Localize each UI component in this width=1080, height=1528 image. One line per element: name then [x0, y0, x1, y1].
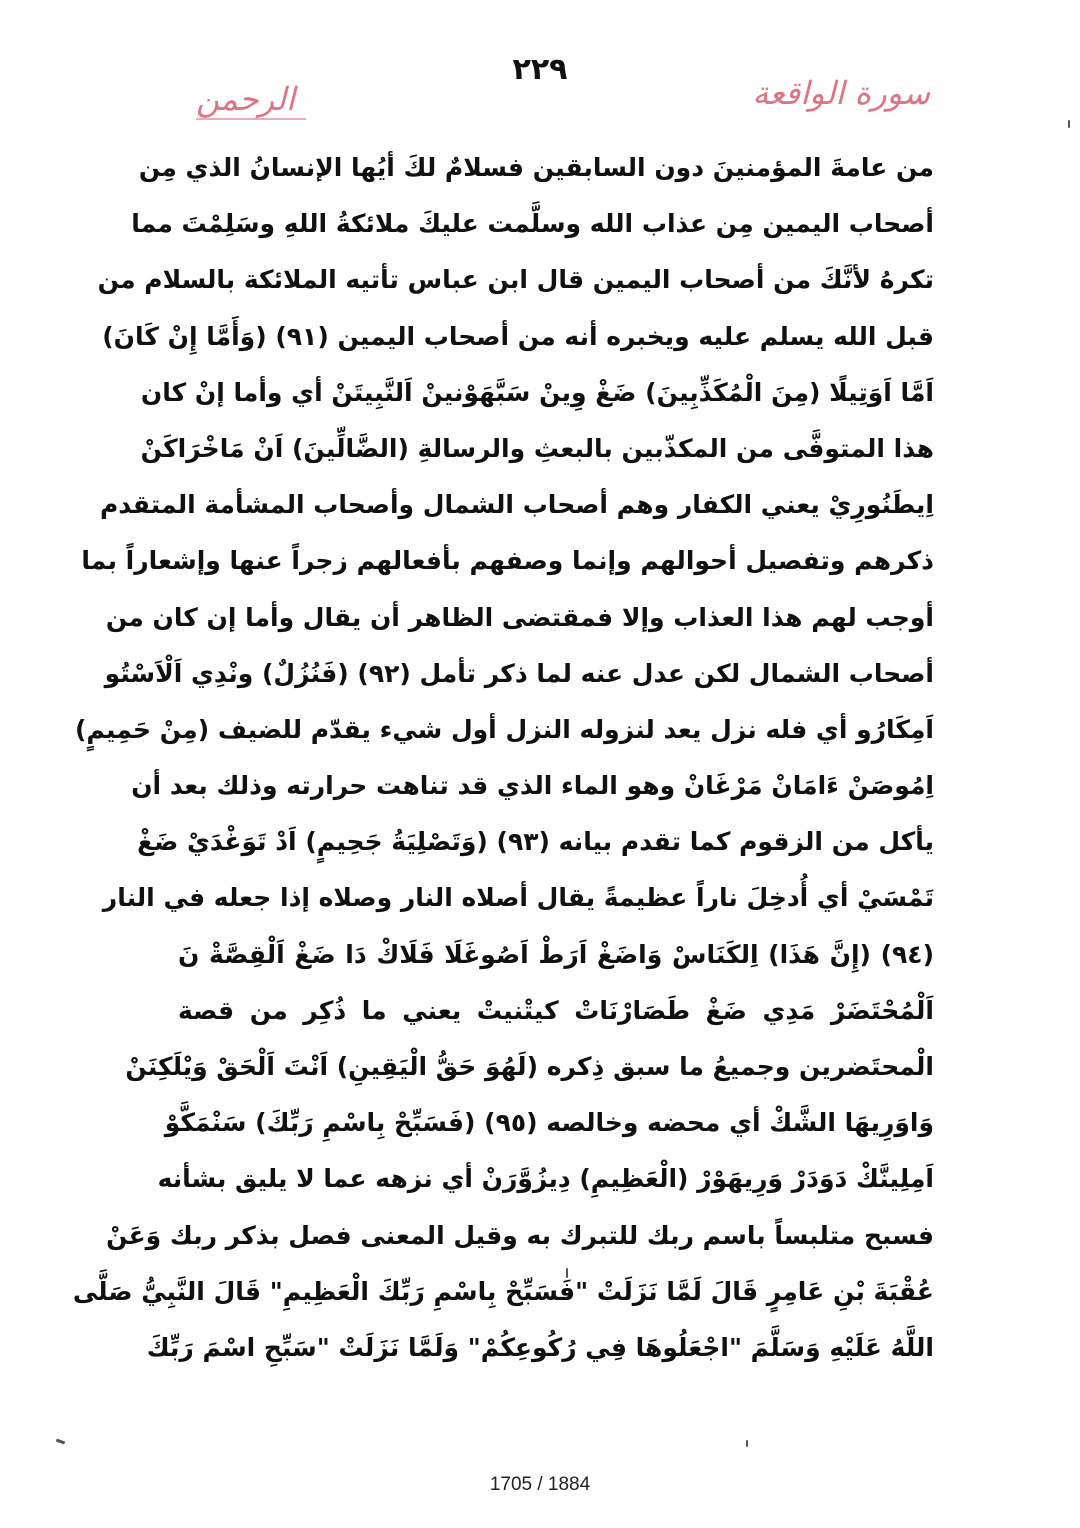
page-number: ٢٢٩ [512, 52, 568, 87]
text-line: هذا المتوفَّى من المكذّبين بالبعثِ والرسالةِ (الضَّالِّينَ) اَنْ مَاخْرَاكَنْ [140, 433, 934, 463]
text-line: اَمِكَارُو أي فله نزل يعد لنزوله النزل أول شيء يقدّم للضيف (مِنْ حَمِيمٍ) [75, 714, 934, 744]
text-line: اَمَّا اَوَتِيلًا (مِنَ الْمُكَذِّبِينَ) ضَغْ وِينْ سَبَّهَوْنينْ اَلنَّبِيتَنْ أي وأما إنْ كان [140, 377, 934, 407]
text-line: اللَّهُ عَلَيْهِ وَسَلَّمَ "اجْعَلُوهَا فِي رُكُوعِكُمْ" وَلَمَّا نَزَلَتْ "سَبِّحِ اسْمَ رَبِّكَ [146, 1332, 934, 1362]
text-line: من عامةَ المؤمنينَ دون السابقين فسلامٌ لكَ أيُها الإنسانُ الذي مِن [138, 153, 934, 182]
text-line: أوجب لهم هذا العذاب وإلا فمقتضى الظاهر أن يقال وأما إن كان من [105, 602, 934, 632]
text-line: اَلْمُحْتَضَرْ مَدِي ضَغْ طَصَارْنَاتْ كيتْنيتْ يعني ما ذُكِر من قصة [178, 995, 934, 1025]
handwritten-surah-note: سورة الواقعة [752, 74, 930, 112]
text-line: عُقْبَةَ بْنِ عَامِرٍ قَالَ لَمَّا نَزَلَتْ "فَسَبِّحْ بِاسْمِ رَبِّكَ الْعَظِيمِ" قَالَ النَّبِيُّ صَلَّى [72, 1276, 934, 1306]
text-line: يأكل من الزقوم كما تقدم بيانه (٩٣) (وَتَصْلِيَةُ جَحِيمٍ) اَدْ تَوَغْدَيْ ضَغْ [137, 827, 934, 857]
text-line: فسبح متلبساً باسم ربك للتبرك به وقيل المعنى فصل بذكر ربك وَعَنْ [106, 1220, 934, 1250]
text-line: تَمْسَيْ أي أُدخِلَ ناراً عظيمةً يقال أصلاه النار وصلاه إذا جعله في النار [102, 883, 934, 913]
text-line: (٩٤) (إِنَّ هَذَا) اِلكَنَاسْ وَاضَغْ اَرَطْ اَصُوغَلَا فَلَاكْ دَا ضَغْ اَلْقِصَّةْ نَ [178, 939, 934, 969]
page-counter: 1705 / 1884 [489, 1474, 591, 1495]
handwritten-underline [196, 118, 306, 120]
scan-speck [56, 1439, 65, 1445]
commentary-text [72, 140, 934, 1376]
text-line: الْمحتَضرين وجميعُ ما سبق ذِكره (لَهُوَ حَقُّ الْيَقِينِ) اَنْتَ اَلْحَقْ وَيْلَكِنَنْ [125, 1052, 934, 1081]
text-line: قبل الله يسلم عليه ويخبره أنه من أصحاب اليمين (٩١) (وَأَمَّا إِنْ كَانَ) [102, 321, 934, 351]
text-line: أصحاب الشمال لكن عدل عنه لما ذكر تأمل (٩٢) (فَنُزُلٌ) ونْدِي اَلْاَسْتُو [104, 658, 934, 688]
text-line: وَاوَرِيهَا الشَّكْ أي محضه وخالصه (٩٥) (فَسَبِّحْ بِاسْمِ رَبِّكَ) سَنْمَكَّوْ [164, 1108, 934, 1138]
text-line: اِيطَنُورِيْ يعني الكفار وهم أصحاب الشمال وأصحاب المشأمة المتقدم [99, 490, 934, 520]
scan-speck [1068, 120, 1070, 128]
handwritten-margin-note: الرحمن [196, 80, 295, 118]
text-line: تكرهُ لأنَّكَ من أصحاب اليمين قال ابن عباس تأتيه الملائكة بالسلام من [97, 265, 934, 295]
text-line: ذكرهم وتفصيل أحوالهم وإنما وصفهم بأفعالهم زجراً عنها وإشعاراً بما [81, 546, 934, 576]
text-line: أصحاب اليمين مِن عذاب الله وسلَّمت عليكَ ملائكةُ اللهِ وسَلِمْتَ مما [131, 209, 934, 239]
text-line: اَمِلِينَّكْ دَوَدَرْ وَرِيهَوْرْ (الْعَظِيمِ) دِيزُوَّرَنْ أي نزهه عما لا يليق بشأنه [157, 1164, 934, 1194]
scan-speck [746, 1440, 748, 1447]
text-line: اِمُوصَنْ ءَامَانْ مَرْغَانْ وهو الماء الذي قد تناهت حرارته وذلك بعد أن [131, 771, 934, 801]
